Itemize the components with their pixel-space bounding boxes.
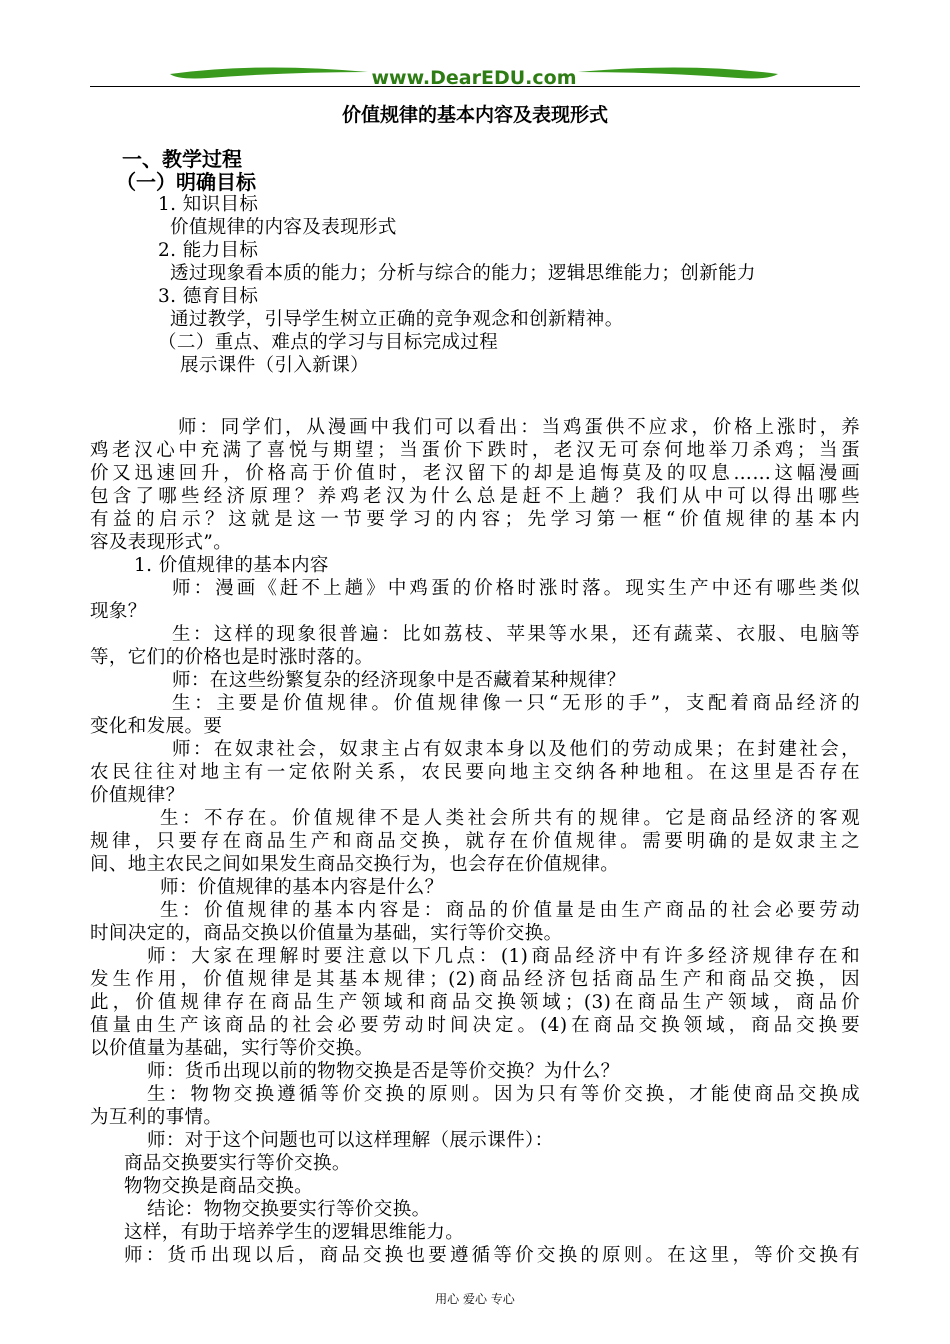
paragraph-line: 价值规律？ (90, 785, 185, 806)
page-title: 价值规律的基本内容及表现形式 (341, 104, 608, 126)
paragraph-line: 等，它们的价格也是时涨时落的。 (90, 647, 374, 668)
paragraph-line: 师：价值规律的基本内容是什么？ (160, 877, 444, 898)
paragraph-line: 这样，有助于培养学生的逻辑思维能力。 (124, 1222, 465, 1243)
paragraph-line: 间、地主农民之间如果发生商品交换行为，也会存在价值规律。 (90, 854, 620, 875)
paragraph-line: 生：价值规律的基本内容是：商品的价值量是由生产商品的社会必要劳动 (160, 900, 860, 921)
heading-section-1: 一、教学过程 (122, 147, 242, 171)
paragraph-line: 为互利的事情。 (90, 1107, 223, 1128)
paragraph-line: 师：大家在理解时要注意以下几点：(1)商品经济中有许多经济规律存在和 (147, 946, 860, 967)
paragraph-line: 生：这样的现象很普遍：比如荔枝、苹果等水果，还有蔬菜、衣服、电脑等 (172, 624, 860, 645)
paragraph-line: 物物交换是商品交换。 (124, 1176, 314, 1197)
paragraph-line: 发生作用，价值规律是其基本规律；(2)商品经济包括商品生产和商品交换，因 (90, 969, 860, 990)
paragraph-line: 师：同学们，从漫画中我们可以看出：当鸡蛋供不应求，价格上涨时，养 (178, 417, 860, 438)
page-footer: 用心 爱心 专心 (435, 1292, 515, 1306)
paragraph-line: 师：对于这个问题也可以这样理解（展示课件）： (147, 1130, 554, 1151)
paragraph-line: 师：在奴隶社会，奴隶主占有奴隶本身以及他们的劳动成果；在封建社会， (172, 739, 860, 760)
paragraph-line: 规律，只要存在商品生产和商品交换，就存在价值规律。需要明确的是奴隶主之 (90, 831, 860, 852)
text-line: 价值规律的内容及表现形式 (170, 217, 397, 238)
paragraph-line: 师：货币出现以前的物物交换是否是等价交换？为什么？ (147, 1061, 620, 1082)
text-line: 3. 德育目标 (158, 286, 259, 307)
paragraph-line: 包含了哪些经济原理？养鸡老汉为什么总是赶不上趟？我们从中可以得出哪些 (90, 486, 860, 507)
text-line: （二）重点、难点的学习与目标完成过程 (158, 332, 499, 353)
paragraph-line: 生：物物交换遵循等价交换的原则。因为只有等价交换，才能使商品交换成 (147, 1084, 860, 1105)
paragraph-line: 值量由生产该商品的社会必要劳动时间决定。(4)在商品交换领域，商品交换要 (90, 1015, 860, 1036)
text-line: 1. 知识目标 (158, 194, 259, 215)
text-line: 通过教学，引导学生树立正确的竞争观念和创新精神。 (170, 309, 624, 330)
paragraph-line: 鸡老汉心中充满了喜悦与期望；当蛋价下跌时，老汉无可奈何地举刀杀鸡；当蛋 (90, 440, 860, 461)
paragraph-line: 容及表现形式”。 (90, 532, 233, 553)
header-rule (90, 86, 860, 87)
paragraph-line: 价又迅速回升，价格高于价值时，老汉留下的却是追悔莫及的叹息……这幅漫画 (90, 463, 860, 484)
paragraph-line: 生：不存在。价值规律不是人类社会所共有的规律。它是商品经济的客观 (160, 808, 860, 829)
paragraph-line: 此，价值规律存在商品生产领域和商品交换领域；(3)在商品生产领域，商品价 (90, 992, 860, 1013)
heading-subsection-1: （一）明确目标 (116, 170, 256, 194)
paragraph-line: 师：漫画《赶不上趟》中鸡蛋的价格时涨时落。现实生产中还有哪些类似 (172, 578, 860, 599)
paragraph-line: 变化和发展。要 (90, 716, 223, 737)
paragraph-line: 师：货币出现以后，商品交换也要遵循等价交换的原则。在这里，等价交换有 (124, 1245, 860, 1266)
subheading-line: 1. 价值规律的基本内容 (134, 555, 329, 576)
paragraph-line: 商品交换要实行等价交换。 (124, 1153, 351, 1174)
paragraph-line: 结论：物物交换要实行等价交换。 (147, 1199, 431, 1220)
paragraph-line: 现象？ (90, 601, 147, 622)
text-line: 展示课件（引入新课） (180, 355, 370, 376)
paragraph-line: 农民往往对地主有一定依附关系，农民要向地主交纳各种地租。在这里是否存在 (90, 762, 860, 783)
paragraph-line: 师：在这些纷繁复杂的经济现象中是否藏着某种规律？ (172, 670, 626, 691)
paragraph-line: 生：主要是价值规律。价值规律像一只“无形的手”，支配着商品经济的 (172, 693, 860, 714)
text-line: 2. 能力目标 (158, 240, 259, 261)
paragraph-line: 有益的启示？这就是这一节要学习的内容；先学习第一框“价值规律的基本内 (90, 509, 860, 530)
text-line: 透过现象看本质的能力；分析与综合的能力；逻辑思维能力；创新能力 (170, 263, 756, 284)
paragraph-line: 时间决定的，商品交换以价值量为基础，实行等价交换。 (90, 923, 563, 944)
paragraph-line: 以价值量为基础，实行等价交换。 (90, 1038, 374, 1059)
site-logo-text: www.DearEDU.com (371, 67, 577, 89)
